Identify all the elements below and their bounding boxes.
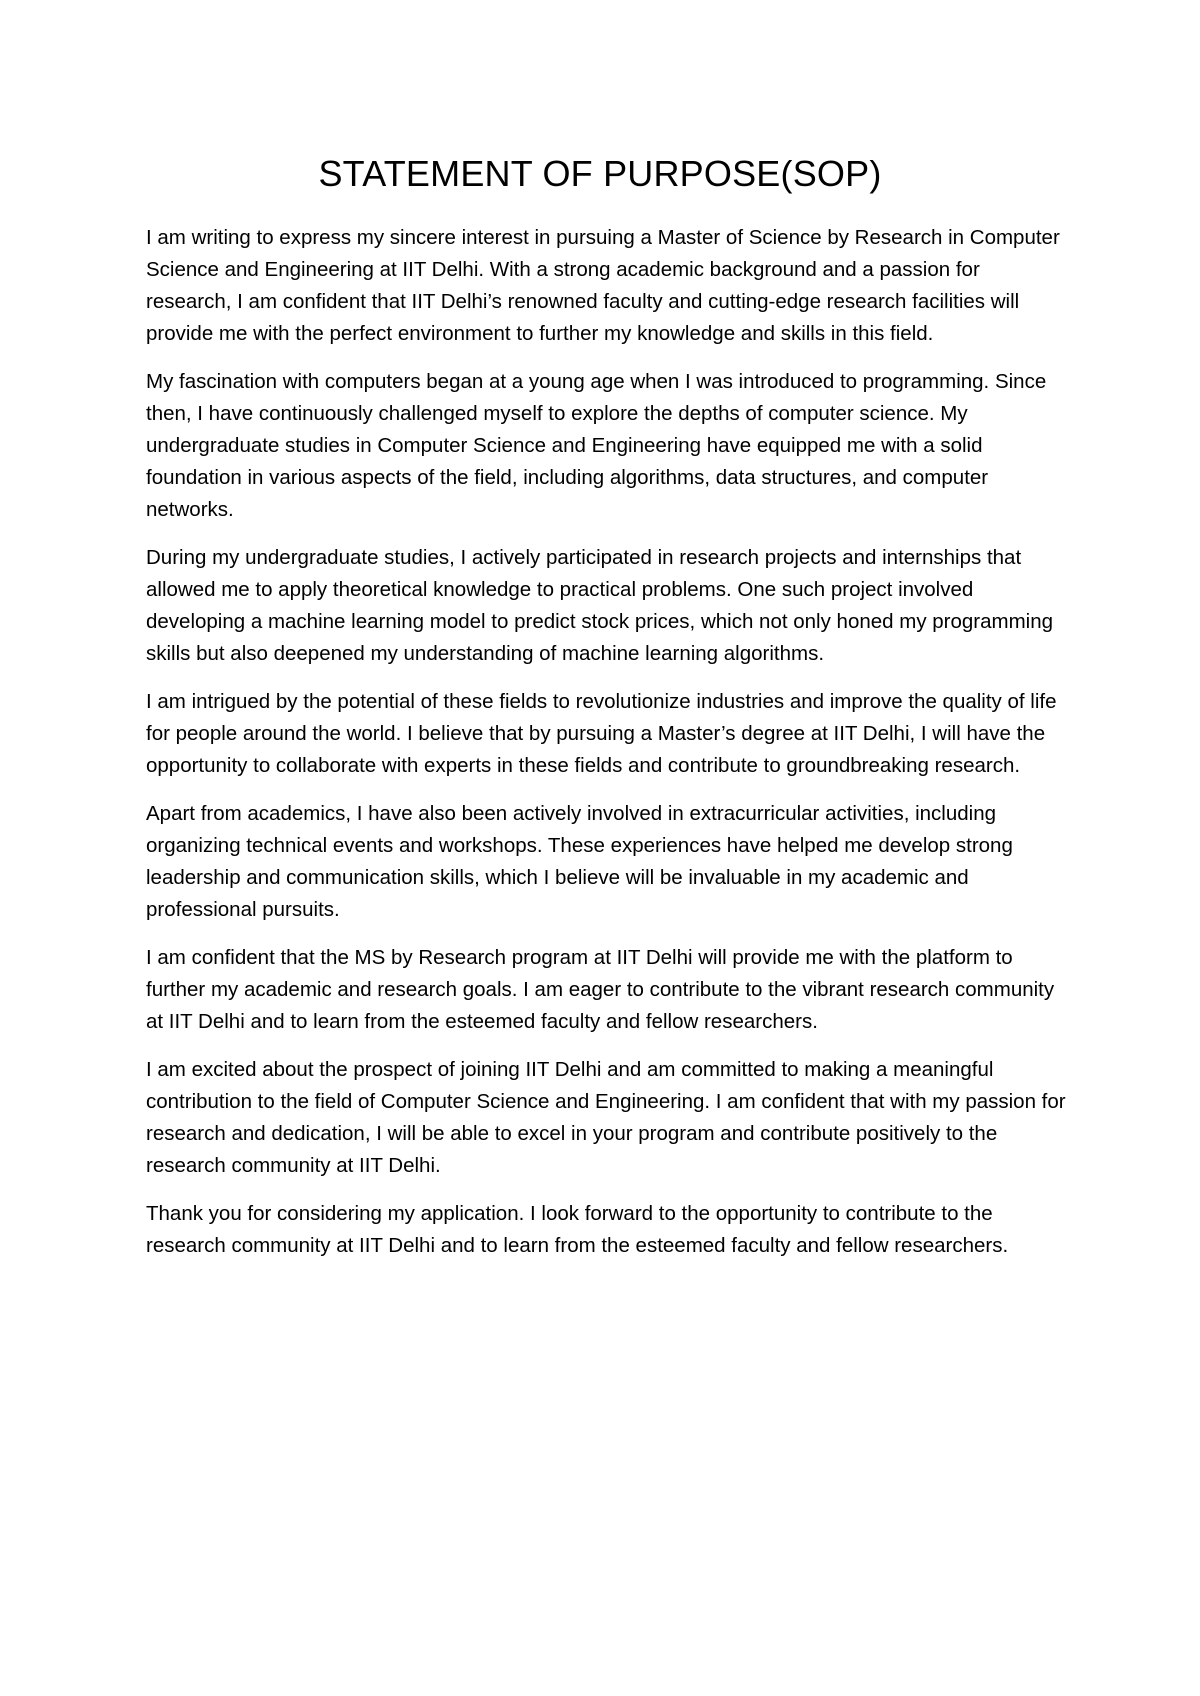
paragraph-research-experience: During my undergraduate studies, I actively participated in research projects and internships that allowed me to apply theoretical knowledge to practical problems. One such project involved developing a machine learning model to predict stock prices, which not only honed my programming skills but also deepened my understanding of machine learning algorithms. <box>146 546 1054 665</box>
paragraph-goals: I am confident that the MS by Research program at IIT Delhi will provide me with the platform to further my academic and research goals. I am eager to contribute to the vibrant research community at IIT Delhi and to learn from the esteemed faculty and fellow researchers. <box>146 946 1055 1033</box>
paragraph-closing: Thank you for considering my application. I look forward to the opportunity to contribute to the research community at IIT Delhi and to learn from the esteemed faculty and fellow researchers. <box>146 1202 1009 1257</box>
paragraph-commitment: I am excited about the prospect of joining IIT Delhi and am committed to making a meaningful contribution to the field of Computer Science and Engineering. I am confident that with my passion for research and dedication, I will be able to excel in your program and contribute positively to the research community at IIT Delhi. <box>146 1058 1066 1177</box>
paragraph-background: My fascination with computers began at a young age when I was introduced to programming. Since then, I have continuously challenged myself to explore the depths of computer science. My undergraduate studies in Computer Science and Engineering have equipped me with a solid foundation in various aspects of the field, including algorithms, data structures, and computer networks. <box>146 370 1047 521</box>
document-body <box>146 222 1066 1278</box>
document-title: STATEMENT OF PURPOSE(SOP) <box>318 153 882 194</box>
paragraph-extracurricular: Apart from academics, I have also been actively involved in extracurricular activities, including organizing technical events and workshops. These experiences have helped me develop strong leadership and communication skills, which I believe will be invaluable in my academic and professional pursuits. <box>146 802 1013 921</box>
paragraph-introduction: I am writing to express my sincere interest in pursuing a Master of Science by Research in Computer Science and Engineering at IIT Delhi. With a strong academic background and a passion for research, I am confident that IIT Delhi’s renowned faculty and cutting-edge research facilities will provide me with the perfect environment to further my knowledge and skills in this field. <box>146 226 1060 345</box>
paragraph-motivation: I am intrigued by the potential of these fields to revolutionize industries and improve the quality of life for people around the world. I believe that by pursuing a Master’s degree at IIT Delhi, I will have the opportunity to collaborate with experts in these fields and contribute to groundbreaking research. <box>146 690 1057 777</box>
